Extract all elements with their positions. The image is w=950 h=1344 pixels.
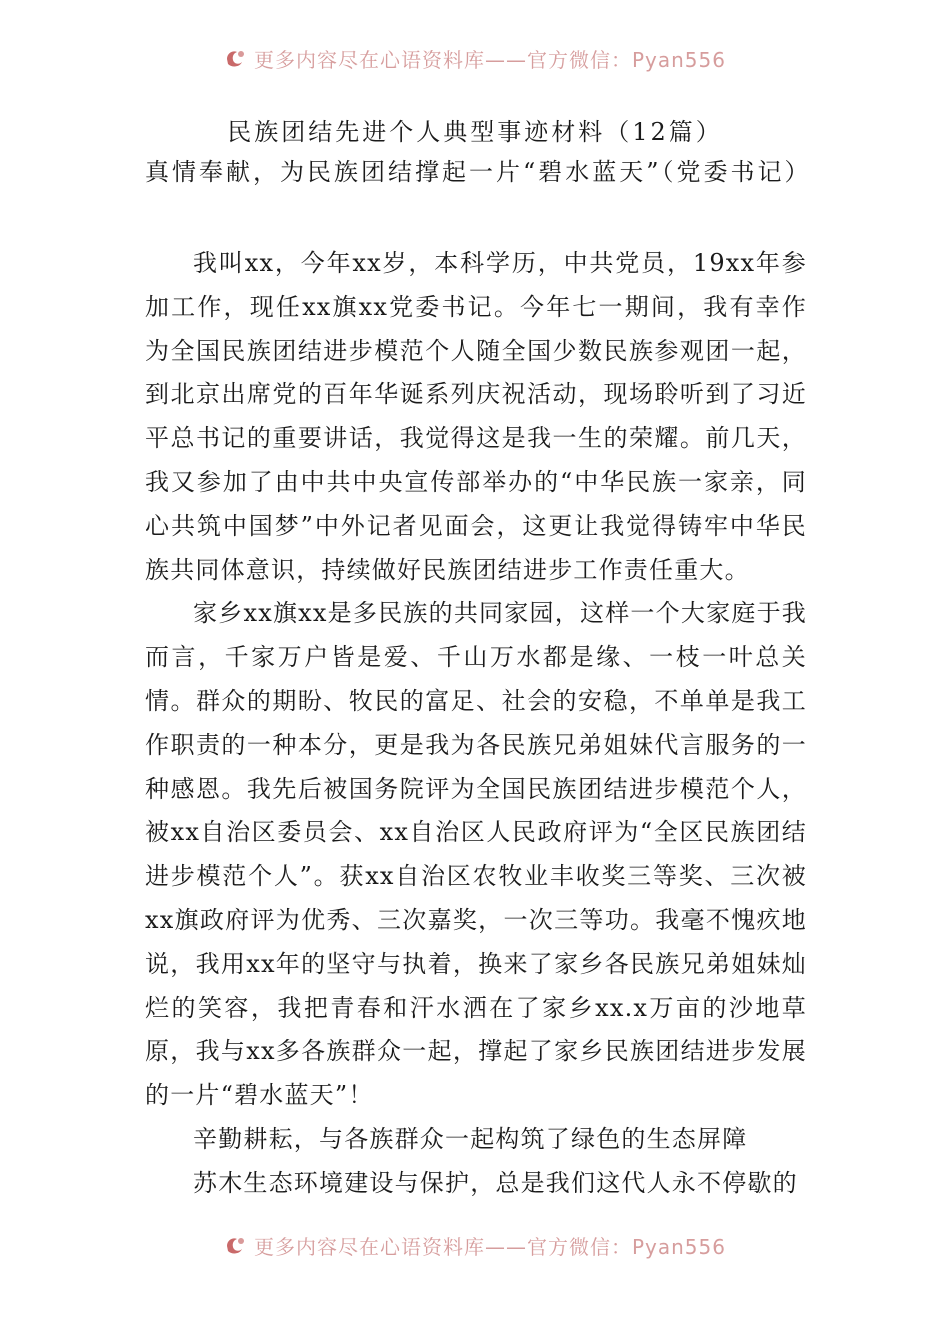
document-titles [145,112,812,192]
watermark-text: 更多内容尽在心语资料库——官方微信：Pyan556 [253,1234,726,1259]
watermark-footer [0,1225,950,1265]
logo-icon [224,1233,248,1257]
paragraph-3-start: 苏木生态环境建设与保护，总是我们这代人永不停歇的 [193,1168,798,1197]
paragraph-2: 家乡xx旗xx是多民族的共同家园，这样一个大家庭于我而言，千家万户皆是爱、千山万水都是缘、一枝一叶总关情。群众的期盼、牧民的富足、社会的安稳，不单单是我工作职责的一种本分，更是我为各民族兄弟姐妹代言服务的一种感恩。我先后被国务院评为全国民族团结进步模范个人，被xx自治区委员会、xx自治区人民政府评为“全区民族团结进步模范个人”。获xx自治区农牧业丰收奖三等奖、三次被xx旗政府评为优秀、三次嘉奖，一次三等功。我毫不愧疚地说，我用xx年的坚守与执着，换来了家乡各民族兄弟姐妹灿烂的笑容，我把青春和汗水洒在了家乡xx.x万亩的沙地草原，我与xx多各族群众一起，撑起了家乡民族团结进步发展的一片“碧水蓝天”！ [145,599,807,1110]
document-subtitle: 真情奉献，为民族团结撑起一片“碧水蓝天”（党委书记） [145,158,812,186]
watermark-header [0,38,950,78]
document-title: 民族团结先进个人典型事迹材料（12篇） [227,118,723,146]
logo-icon [224,46,248,70]
section-heading: 辛勤耕耘，与各族群众一起构筑了绿色的生态屏障 [193,1124,748,1153]
watermark-text: 更多内容尽在心语资料库——官方微信：Pyan556 [253,47,726,72]
document-body [145,242,807,1206]
paragraph-1: 我叫xx，今年xx岁，本科学历，中共党员，19xx年参加工作，现任xx旗xx党委书记。今年七一期间，我有幸作为全国民族团结进步模范个人随全国少数民族参观团一起，到北京出席党的百年华诞系列庆祝活动，现场聆听到了习近平总书记的重要讲话，我觉得这是我一生的荣耀。前几天，我又参加了由中共中央宣传部举办的“中华民族一家亲，同心共筑中国梦”中外记者见面会，这更让我觉得铸牢中华民族共同体意识，持续做好民族团结进步工作责任重大。 [145,249,807,584]
